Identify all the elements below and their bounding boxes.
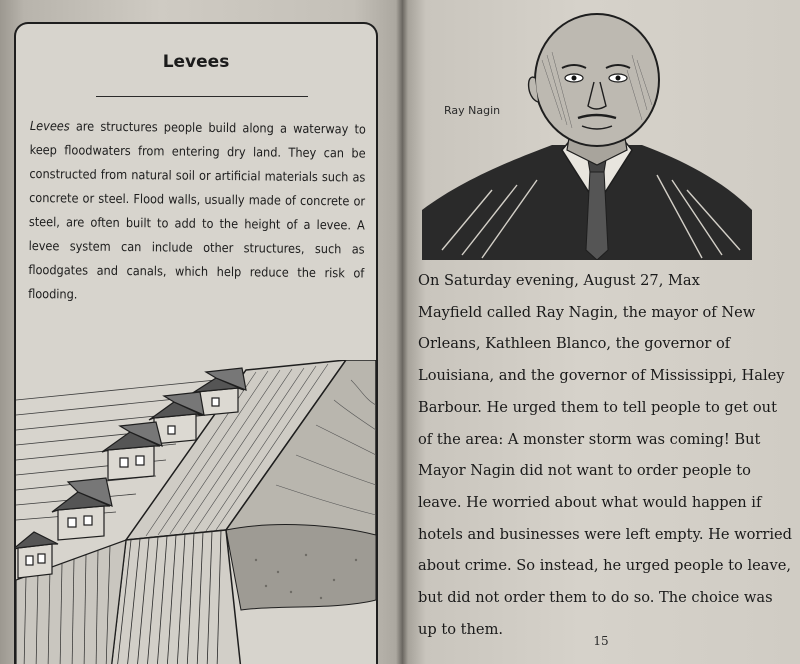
body-line: leave. He worried about what would happen if [418, 493, 762, 511]
levees-sidebar [14, 22, 378, 664]
body-paragraph [418, 265, 792, 645]
levee-term: Levees [29, 117, 70, 134]
book-gutter [396, 0, 408, 664]
page-number: 15 [593, 634, 609, 648]
body-line: but did not order them to do so. The choice was [418, 589, 773, 607]
body-line: Louisiana, and the governor of Mississippi, Haley [418, 367, 785, 385]
ray-nagin-portrait [422, 10, 752, 260]
body-line: Mayfield called Ray Nagin, the mayor of New [418, 303, 756, 321]
body-line: Mayor Nagin did not want to order people to [418, 462, 751, 480]
title-divider [96, 96, 308, 97]
levee-definition-text: are structures people build along a waterway to keep floodwaters from entering dry land. They can be constructed from natural soil or artificial materials such as concrete or steel. Flood walls, usually made of concrete or steel, are often built to add to the height of a levee. A levee system can include other structures, such as floodgates and canals, which help reduce the risk of flooding. [28, 118, 366, 302]
body-line: up to them. [418, 620, 504, 638]
body-line: Orleans, Kathleen Blanco, the governor of [418, 335, 731, 353]
sidebar-title: Levees [162, 52, 230, 72]
body-line: On Saturday evening, August 27, Max [418, 272, 700, 289]
body-line: hotels and businesses were left empty. He worried [418, 525, 792, 543]
levee-definition [28, 114, 366, 310]
body-line: of the area: A monster storm was coming! But [418, 430, 761, 448]
right-page [402, 0, 800, 664]
levee-illustration [16, 360, 376, 664]
portrait-caption: Ray Nagin [444, 104, 501, 117]
body-line: Barbour. He urged them to tell people to get out [418, 398, 777, 416]
body-line: about crime. So instead, he urged people to leave, [418, 557, 791, 575]
